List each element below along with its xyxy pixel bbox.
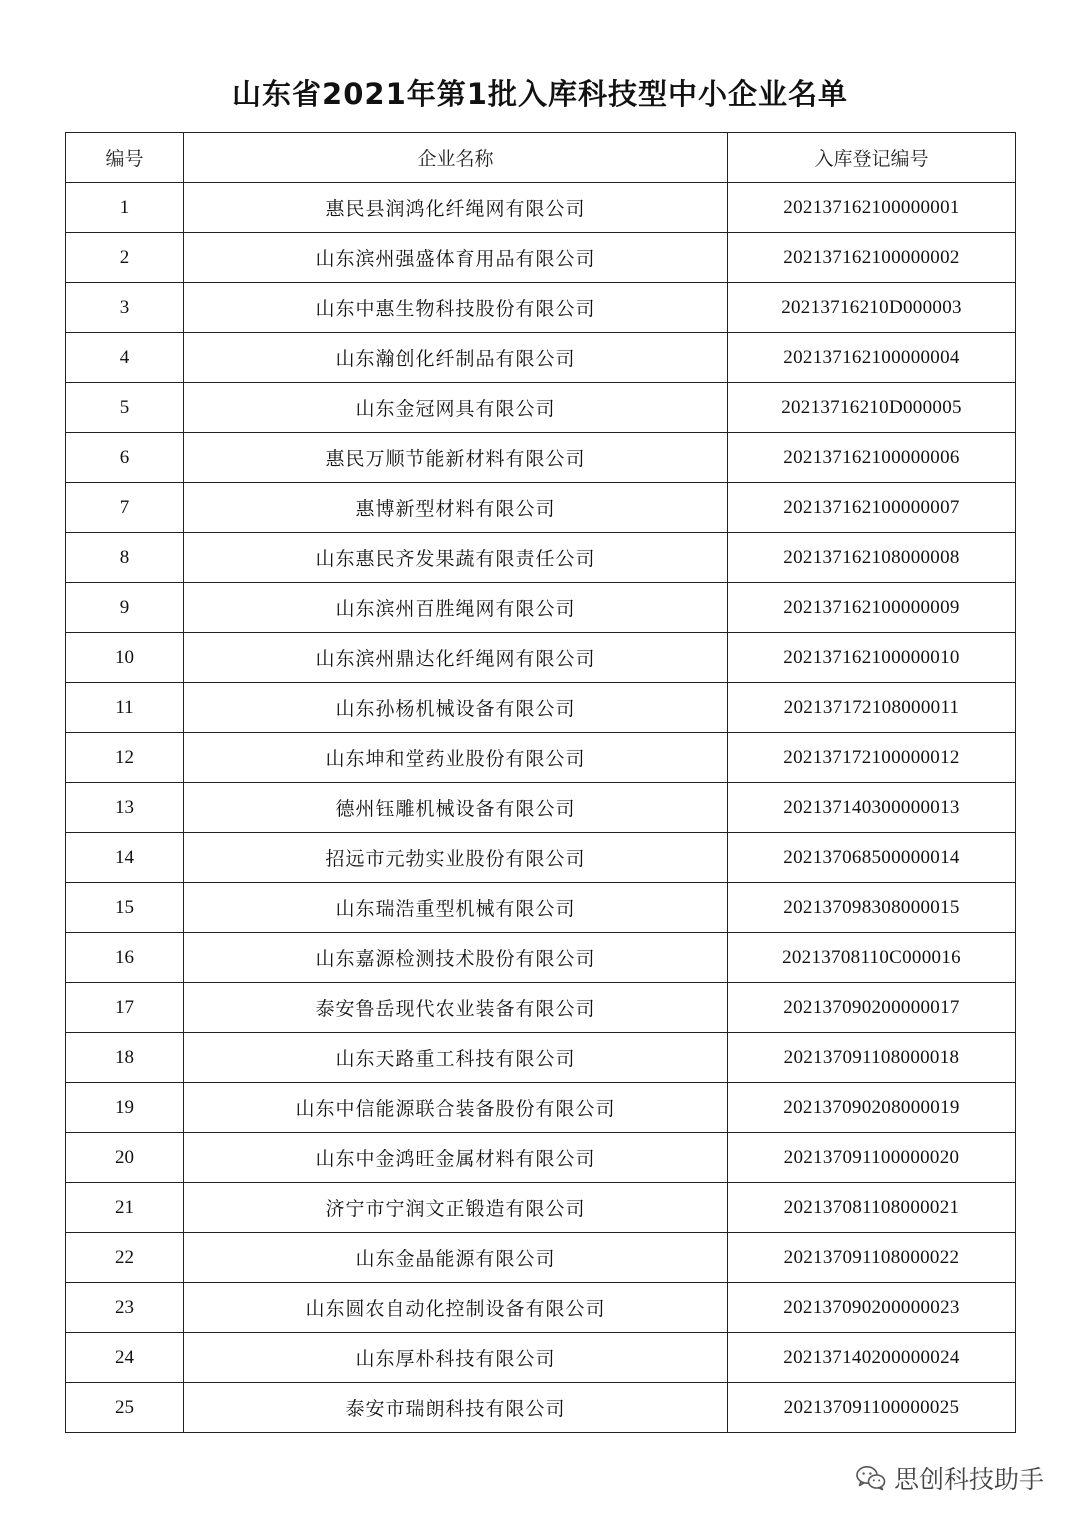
company-name: 山东中惠生物科技股份有限公司 <box>184 283 728 333</box>
row-number: 16 <box>66 933 184 983</box>
table-header <box>66 133 1016 183</box>
row-number: 6 <box>66 433 184 483</box>
row-number: 20 <box>66 1133 184 1183</box>
table-row <box>66 783 1016 833</box>
watermark-text: 思创科技助手 <box>893 1465 1044 1494</box>
table-row <box>66 883 1016 933</box>
table-row <box>66 1233 1016 1283</box>
row-number: 1 <box>66 183 184 233</box>
row-number: 18 <box>66 1033 184 1083</box>
company-name: 泰安市瑞朗科技有限公司 <box>184 1383 728 1433</box>
row-number: 4 <box>66 333 184 383</box>
registration-number: 202137162100000002 <box>728 233 1016 283</box>
table-row <box>66 483 1016 533</box>
company-name: 惠民万顺节能新材料有限公司 <box>184 433 728 483</box>
registration-number: 202137081108000021 <box>728 1183 1016 1233</box>
registration-number: 202137162108000008 <box>728 533 1016 583</box>
registration-number: 202137140200000024 <box>728 1333 1016 1383</box>
registration-number: 202137162100000007 <box>728 483 1016 533</box>
registration-number: 202137172100000012 <box>728 733 1016 783</box>
table-row <box>66 533 1016 583</box>
row-number: 23 <box>66 1283 184 1333</box>
row-number: 7 <box>66 483 184 533</box>
row-number: 15 <box>66 883 184 933</box>
page-title: 山东省2021年第1批入库科技型中小企业名单 <box>232 77 848 111</box>
registration-number: 202137162100000001 <box>728 183 1016 233</box>
row-number: 5 <box>66 383 184 433</box>
company-name: 泰安鲁岳现代农业装备有限公司 <box>184 983 728 1033</box>
header-registration-number: 入库登记编号 <box>728 133 1016 183</box>
row-number: 11 <box>66 683 184 733</box>
row-number: 8 <box>66 533 184 583</box>
company-name: 山东瑞浩重型机械有限公司 <box>184 883 728 933</box>
row-number: 2 <box>66 233 184 283</box>
table-row <box>66 283 1016 333</box>
row-number: 3 <box>66 283 184 333</box>
row-number: 12 <box>66 733 184 783</box>
registration-number: 202137091100000025 <box>728 1383 1016 1433</box>
row-number: 10 <box>66 633 184 683</box>
registration-number: 202137090200000017 <box>728 983 1016 1033</box>
company-name: 济宁市宁润文正锻造有限公司 <box>184 1183 728 1233</box>
company-name: 山东中金鸿旺金属材料有限公司 <box>184 1133 728 1183</box>
company-name: 惠民县润鸿化纤绳网有限公司 <box>184 183 728 233</box>
table-row <box>66 1383 1016 1433</box>
wechat-watermark <box>856 1458 1044 1498</box>
table-body <box>66 183 1016 1433</box>
company-name: 德州钰雕机械设备有限公司 <box>184 783 728 833</box>
table-row <box>66 433 1016 483</box>
company-name: 招远市元勃实业股份有限公司 <box>184 833 728 883</box>
company-name: 惠博新型材料有限公司 <box>184 483 728 533</box>
row-number: 13 <box>66 783 184 833</box>
row-number: 19 <box>66 1083 184 1133</box>
company-name: 山东坤和堂药业股份有限公司 <box>184 733 728 783</box>
table-row <box>66 1333 1016 1383</box>
registration-number: 202137091108000018 <box>728 1033 1016 1083</box>
registration-number: 20213716210D000003 <box>728 283 1016 333</box>
registration-number: 202137162100000004 <box>728 333 1016 383</box>
registration-number: 202137090200000023 <box>728 1283 1016 1333</box>
company-name: 山东孙杨机械设备有限公司 <box>184 683 728 733</box>
registration-number: 202137098308000015 <box>728 883 1016 933</box>
company-name: 山东金冠网具有限公司 <box>184 383 728 433</box>
row-number: 9 <box>66 583 184 633</box>
row-number: 14 <box>66 833 184 883</box>
company-name: 山东天路重工科技有限公司 <box>184 1033 728 1083</box>
company-name: 山东惠民齐发果蔬有限责任公司 <box>184 533 728 583</box>
table-row <box>66 183 1016 233</box>
registration-number: 202137140300000013 <box>728 783 1016 833</box>
table-row <box>66 1133 1016 1183</box>
table-row <box>66 983 1016 1033</box>
registration-number: 202137091100000020 <box>728 1133 1016 1183</box>
enterprise-table <box>65 132 1016 1433</box>
table-row <box>66 1183 1016 1233</box>
registration-number: 202137172108000011 <box>728 683 1016 733</box>
row-number: 24 <box>66 1333 184 1383</box>
row-number: 22 <box>66 1233 184 1283</box>
company-name: 山东滨州强盛体育用品有限公司 <box>184 233 728 283</box>
company-name: 山东滨州百胜绳网有限公司 <box>184 583 728 633</box>
table-row <box>66 1033 1016 1083</box>
table-row <box>66 583 1016 633</box>
registration-number: 202137090208000019 <box>728 1083 1016 1133</box>
company-name: 山东圆农自动化控制设备有限公司 <box>184 1283 728 1333</box>
table-row <box>66 933 1016 983</box>
registration-number: 202137162100000009 <box>728 583 1016 633</box>
wechat-icon <box>856 1465 886 1491</box>
table-row <box>66 233 1016 283</box>
table-row <box>66 733 1016 783</box>
table-row <box>66 333 1016 383</box>
row-number: 17 <box>66 983 184 1033</box>
registration-number: 202137162100000010 <box>728 633 1016 683</box>
table-row <box>66 833 1016 883</box>
company-name: 山东滨州鼎达化纤绳网有限公司 <box>184 633 728 683</box>
table-row <box>66 383 1016 433</box>
table-row <box>66 1083 1016 1133</box>
company-name: 山东瀚创化纤制品有限公司 <box>184 333 728 383</box>
table-row <box>66 683 1016 733</box>
row-number: 21 <box>66 1183 184 1233</box>
table-row <box>66 1283 1016 1333</box>
registration-number: 202137091108000022 <box>728 1233 1016 1283</box>
registration-number: 202137162100000006 <box>728 433 1016 483</box>
row-number: 25 <box>66 1383 184 1433</box>
registration-number: 20213708110C000016 <box>728 933 1016 983</box>
company-name: 山东中信能源联合装备股份有限公司 <box>184 1083 728 1133</box>
company-name: 山东厚朴科技有限公司 <box>184 1333 728 1383</box>
table-row <box>66 633 1016 683</box>
registration-number: 202137068500000014 <box>728 833 1016 883</box>
header-number: 编号 <box>66 133 184 183</box>
company-name: 山东嘉源检测技术股份有限公司 <box>184 933 728 983</box>
header-company-name: 企业名称 <box>184 133 728 183</box>
company-name: 山东金晶能源有限公司 <box>184 1233 728 1283</box>
registration-number: 20213716210D000005 <box>728 383 1016 433</box>
header-row <box>66 133 1016 183</box>
